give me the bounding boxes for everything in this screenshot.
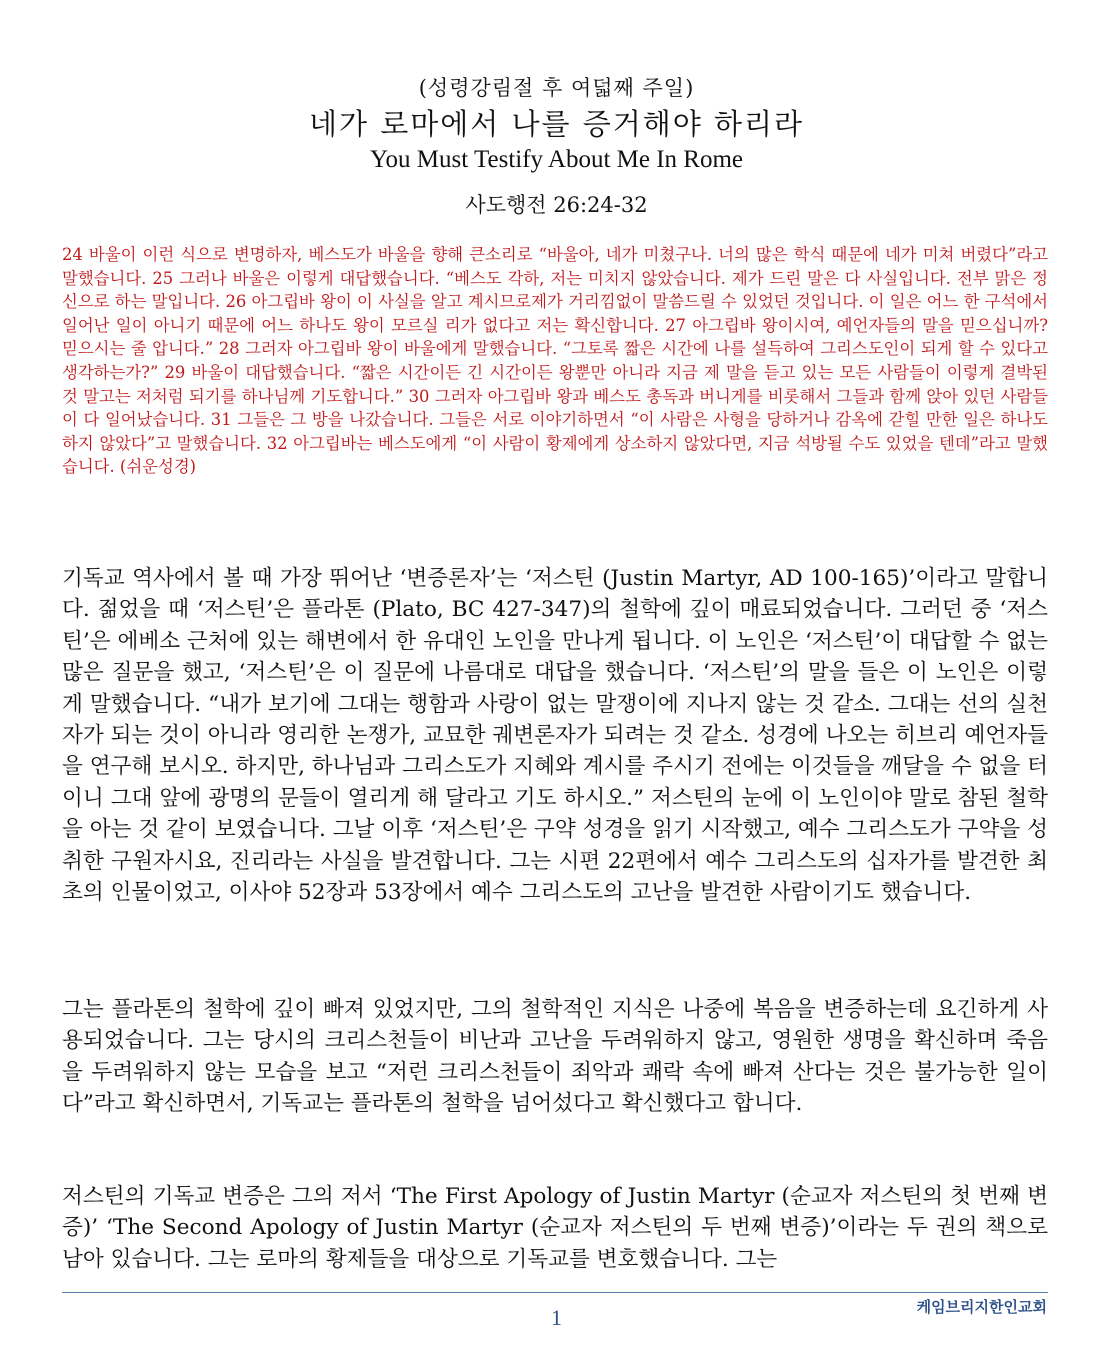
- sermon-title-english: You Must Testify About Me In Rome: [369, 146, 744, 173]
- body-paragraph-1: 기독교 역사에서 볼 때 가장 뛰어난 ‘변증론자’는 ‘저스틴 (Justin Martyr, AD 100-165)’이라고 말합니다. 젊었을 때 ‘저스틴’은 플라톤 (Plato, BC 427-347)의 철학에 깊이 매료되었습니다. 그러던 중 ‘저스틴’은 에베소 근처에 있는 해변에서 한 유대인 노인을 만나게 됩니다. 이 노인은 ‘저스틴’이 대답할 수 없는 많은 질문을 했고, ‘저스틴’은 이 질문에 나름대로 대답을 했습니다. ‘저스틴’의 말을 들은 이 노인은 이렇게 말했습니다. “내가 보기에 그대는 행함과 사랑이 없는 말쟁이에 지나지 않는 것 같소. 그대는 선의 실천자가 되는 것이 아니라 영리한 논쟁가, 교묘한 궤변론자가 되려는 것 같소. 성경에 나오는 히브리 예언자들을 연구해 보시오. 하지만, 하나님과 그리스도가 지혜와 계시를 주시기 전에는 이것들을 깨달을 수 없을 터이니 그대 앞에 광명의 문들이 열리게 해 달라고 기도 하시오.” 저스틴의 눈에 이 노인이야 말로 참된 철학을 아는 것 같이 보였습니다. 그날 이후 ‘저스틴’은 구약 성경을 읽기 시작했고, 예수 그리스도가 구약을 성취한 구원자시요, 진리라는 사실을 발견합니다. 그는 시편 22편에서 예수 그리스도의 십자가를 발견한 최초의 인물이었고, 이사야 52장과 53장에서 예수 그리스도의 고난을 발견한 사람이기도 했습니다.: [62, 566, 1048, 906]
- page-number: 1: [551, 1305, 562, 1330]
- footer-divider: [62, 1292, 1048, 1293]
- scripture-reference: 사도행전 26:24-32: [465, 193, 648, 217]
- sermon-title-korean: 네가 로마에서 나를 증거해야 하리라: [308, 107, 805, 141]
- church-name: 케임브리지한인교회: [916, 1298, 1047, 1316]
- scripture-passage: 24 바울이 이런 식으로 변명하자, 베스도가 바울을 향해 큰소리로 “바울아, 네가 미쳤구나. 너의 많은 학식 때문에 네가 미쳐 버렸다”라고 말했습니다. 25 그러나 바울은 이렇게 대답했습니다. “베스도 각하, 저는 미치지 않았습니다. 제가 드린 말은 다 사실입니다. 전부 맑은 정신으로 하는 말입니다. 26 아그립바 왕이 이 사실을 알고 계시므로제가 거리낌없이 말씀드릴 수 있었던 것입니다. 이 일은 어느 한 구석에서 일어난 일이 아니기 때문에 어느 하나도 왕이 모르실 리가 없다고 저는 확신합니다. 27 아그립바 왕이시여, 예언자들의 말을 믿으십니까? 믿으시는 줄 압니다.” 28 그러자 아그립바 왕이 바울에게 말했습니다. “그토록 짧은 시간에 나를 설득하여 그리스도인이 되게 할 수 있다고 생각하는가?” 29 바울이 대답했습니다. “짧은 시간이든 긴 시간이든 왕뿐만 아니라 지금 제 말을 듣고 있는 모든 사람들이 이렇게 결박된 것 말고는 저처럼 되기를 하나님께 기도합니다.” 30 그러자 아그립바 왕과 베스도 총독과 버니게를 비롯해서 그들과 함께 앉아 있던 사람들이 다 일어났습니다. 31 그들은 그 방을 나갔습니다. 그들은 서로 이야기하면서 “이 사람은 사형을 당하거나 감옥에 갇힐 만한 일은 하나도 하지 않았다”고 말했습니다. 32 아그립바는 베스도에게 “이 사람이 황제에게 상소하지 않았다면, 지금 석방될 수도 있었을 텐데”라고 말했습니다. (쉬운성경): [62, 245, 1048, 477]
- sermon-header: [0, 74, 1113, 220]
- body-paragraph-3: 저스틴의 기독교 변증은 그의 저서 ‘The First Apology of Justin Martyr (순교자 저스틴의 첫 번째 변증)’ ‘The Second Apology of Justin Martyr (순교자 저스틴의 두 번째 변증)’이라는 두 권의 책으로 남아 있습니다. 그는 로마의 황제들을 대상으로 기독교를 변호했습니다. 그는: [62, 1184, 1048, 1272]
- liturgical-subtitle: (성령강림절 후 여덟째 주일): [418, 76, 695, 100]
- body-paragraph-2: 그는 플라톤의 철학에 깊이 빠져 있었지만, 그의 철학적인 지식은 나중에 복음을 변증하는데 요긴하게 사용되었습니다. 그는 당시의 크리스천들이 비난과 고난을 두려워하지 않고, 영원한 생명을 확신하며 죽음을 두려워하지 않는 모습을 보고 “저런 크리스천들이 죄악과 쾌락 속에 빠져 산다는 것은 불가능한 일이다”라고 확신하면서, 기독교는 플라톤의 철학을 넘어섰다고 확신했다고 합니다.: [62, 997, 1048, 1117]
